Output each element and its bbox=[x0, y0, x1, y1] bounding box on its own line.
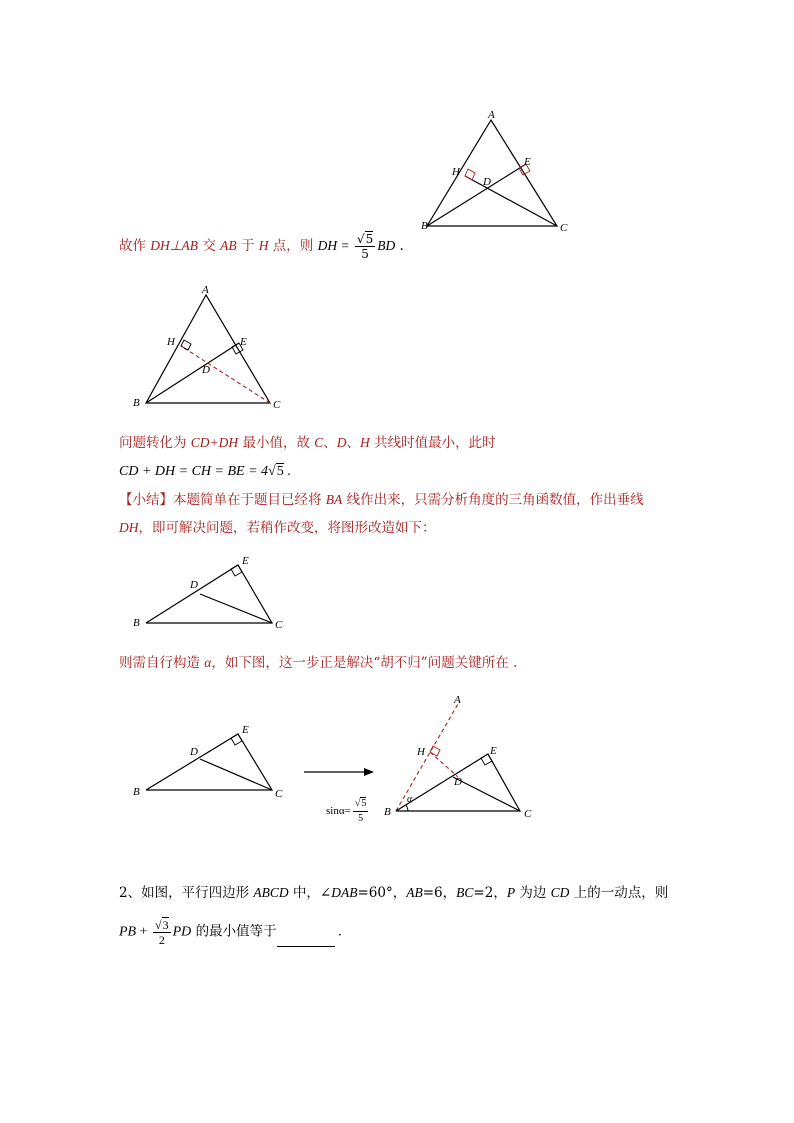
label-d: D bbox=[454, 776, 462, 788]
label-c: C bbox=[560, 222, 568, 234]
label-b: B bbox=[384, 806, 391, 818]
label-e: E bbox=[242, 724, 249, 736]
fraction-sqrt3-over-2: $\frac{√3}{2}$ bbox=[155, 918, 169, 947]
text-line-1: 故作 DH⊥AB 交 AB 于 H 点，则 DH = $\frac{√5}{5}$ BD . bbox=[119, 232, 404, 261]
label-d: D bbox=[483, 176, 491, 188]
label-c: C bbox=[273, 399, 281, 411]
label-d: D bbox=[190, 579, 198, 591]
label-a: A bbox=[202, 284, 209, 296]
triangle-abc bbox=[146, 295, 270, 403]
segment-be bbox=[146, 343, 239, 403]
right-angle-h bbox=[465, 169, 475, 180]
fraction-sqrt5-over-5: $\frac{√5}{5}$ bbox=[356, 232, 374, 261]
triangle-abc bbox=[427, 120, 557, 226]
figure-4-left bbox=[128, 722, 298, 802]
summary-bracket: 【小结】 bbox=[119, 492, 173, 508]
transform-arrow bbox=[300, 764, 380, 780]
figure-2 bbox=[128, 283, 288, 413]
ray-ba-dashed bbox=[396, 704, 458, 811]
right-angle-h bbox=[181, 340, 191, 350]
label-c: C bbox=[275, 619, 283, 631]
label-alpha: α bbox=[407, 794, 413, 805]
label-e: E bbox=[242, 555, 249, 567]
label-b: B bbox=[133, 617, 140, 629]
text-line-2: 问题转化为 CD+DH 最小值，故 C、D、H 共线时值最小，此时 bbox=[119, 435, 496, 451]
label-e: E bbox=[490, 745, 497, 757]
figure-4-right bbox=[378, 690, 548, 820]
segment-dh-dashed bbox=[430, 752, 458, 777]
label-h: H bbox=[452, 166, 460, 178]
right-angle-e bbox=[231, 734, 242, 745]
triangle-bce bbox=[146, 565, 272, 623]
angle-alpha-arc bbox=[406, 805, 408, 811]
label-c: C bbox=[275, 788, 283, 800]
label-d: D bbox=[190, 746, 198, 758]
figure-1 bbox=[415, 104, 575, 234]
segment-cd bbox=[200, 594, 272, 623]
text-line-4: 则需自行构造 α，如下图，这一步正是解决“胡不归”问题关键所在 . bbox=[119, 655, 518, 671]
segment-ch bbox=[465, 176, 557, 226]
summary-line-2: DH，即可解决问题，若稍作改变，将图形改造如下： bbox=[119, 520, 436, 536]
label-a: A bbox=[454, 694, 461, 706]
label-b: B bbox=[133, 397, 140, 409]
text-line-3: CD + DH = CH = BE = 4√5 . bbox=[119, 464, 291, 479]
summary-line-1: 【小结】本题简单在于题目已经将 BA 线作出来，只需分析角度的三角函数值，作出垂线 bbox=[119, 492, 644, 508]
fraction-sqrt5-over-5: $\frac{√5}{5}$ bbox=[354, 798, 367, 824]
segment-ch-dashed bbox=[181, 346, 270, 403]
label-e: E bbox=[524, 156, 531, 168]
label-d: D bbox=[202, 364, 210, 376]
label-a: A bbox=[488, 109, 495, 121]
label-b: B bbox=[133, 786, 140, 798]
arrow-head bbox=[364, 768, 374, 776]
right-angle-h bbox=[430, 746, 440, 756]
label-b: B bbox=[421, 220, 428, 232]
segment-cd bbox=[200, 759, 272, 790]
label-c: C bbox=[524, 808, 532, 820]
answer-blank[interactable] bbox=[277, 932, 335, 947]
label-e: E bbox=[240, 336, 247, 348]
label-h: H bbox=[417, 746, 425, 758]
figure-3 bbox=[128, 555, 298, 635]
label-h: H bbox=[167, 336, 175, 348]
segment-be bbox=[427, 164, 526, 226]
problem-2-line-2: PB + $\frac{√3}{2}$ PD 的最小值等于 . bbox=[119, 918, 342, 947]
problem-2-line-1: 2、如图，平行四边形 ABCD 中，∠DAB=60°，AB=6，BC=2，P 为边 CD 上的一动点，则 bbox=[119, 885, 669, 901]
sin-alpha-label: sinα= $\frac{√5}{5}$ bbox=[326, 798, 367, 824]
